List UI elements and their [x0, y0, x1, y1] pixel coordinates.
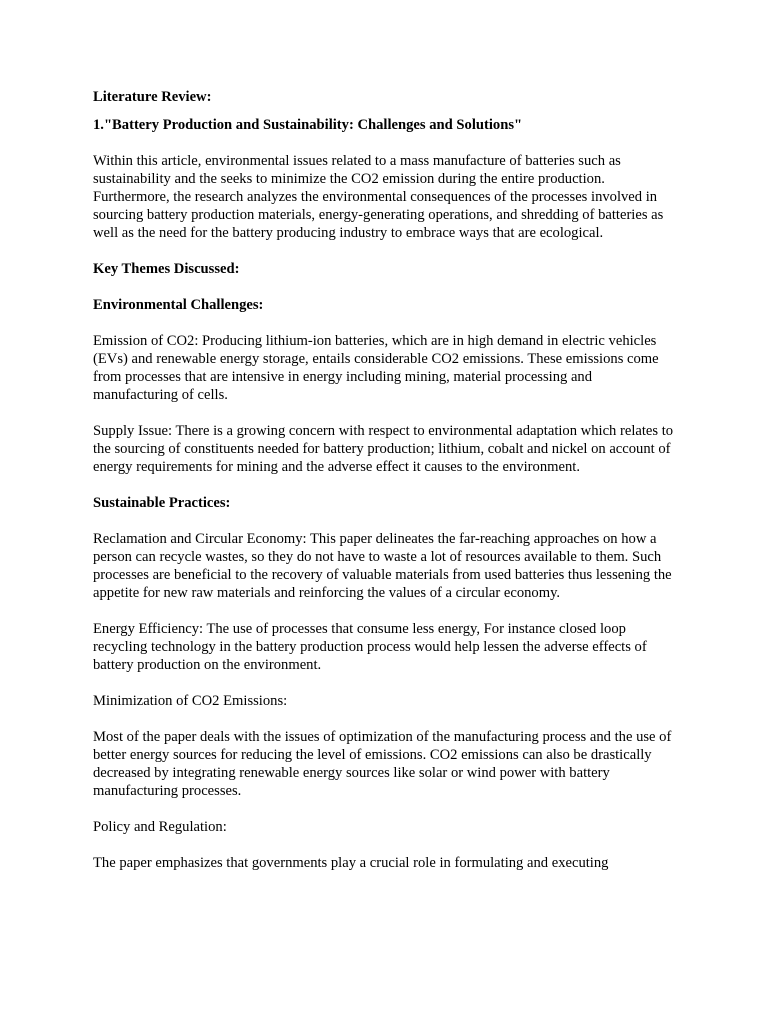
intro-paragraph: Within this article, environmental issues related to a mass manufacture of batteries such as sustainability and the seeks to minimize the CO2 emission during the entire production. Furthermore, the research analyzes the environmental consequences of the processes involved in sourcing battery production materials, energy-generating operations, and shredding of batteries as well as the need for the battery producing industry to embrace ways that are ecological. [93, 153, 664, 241]
document-page [93, 88, 675, 872]
sustainable-practices-heading: Sustainable Practices: [93, 495, 231, 511]
key-themes-heading: Key Themes Discussed: [93, 261, 240, 277]
policy-heading: Policy and Regulation: [93, 819, 227, 835]
environmental-challenges-heading: Environmental Challenges: [93, 297, 264, 313]
minimization-paragraph: Most of the paper deals with the issues of optimization of the manufacturing process and the use of better energy sources for reducing the level of emissions. CO2 emissions can also be drastically decreased by integrating renewable energy sources like solar or wind power with battery manufacturing processes. [93, 729, 672, 799]
reclamation-paragraph: Reclamation and Circular Economy: This paper delineates the far-reaching approaches on how a person can recycle wastes, so they do not have to waste a lot of resources available to them. Such processes are beneficial to the recovery of valuable materials from used batteries thus lessening the appetite for new raw materials and reinforcing the values of a circular economy. [93, 531, 672, 601]
minimization-heading: Minimization of CO2 Emissions: [93, 693, 288, 709]
energy-efficiency-paragraph: Energy Efficiency: The use of processes that consume less energy, For instance closed loop recycling technology in the battery production process would help lessen the adverse effects of battery production on the environment. [93, 621, 647, 673]
emission-paragraph: Emission of CO2: Producing lithium-ion batteries, which are in high demand in electric vehicles (EVs) and renewable energy storage, entails considerable CO2 emissions. These emissions come from processes that are intensive in energy including mining, material processing and manufacturing of cells. [93, 333, 659, 403]
article-title: 1."Battery Production and Sustainability: Challenges and Solutions" [93, 117, 523, 133]
policy-paragraph: The paper emphasizes that governments play a crucial role in formulating and executing [93, 855, 609, 871]
literature-review-heading: Literature Review: [93, 89, 212, 105]
supply-paragraph: Supply Issue: There is a growing concern with respect to environmental adaptation which relates to the sourcing of constituents needed for battery production; lithium, cobalt and nickel on account of energy requirements for mining and the adverse effect it causes to the environment. [93, 423, 674, 475]
